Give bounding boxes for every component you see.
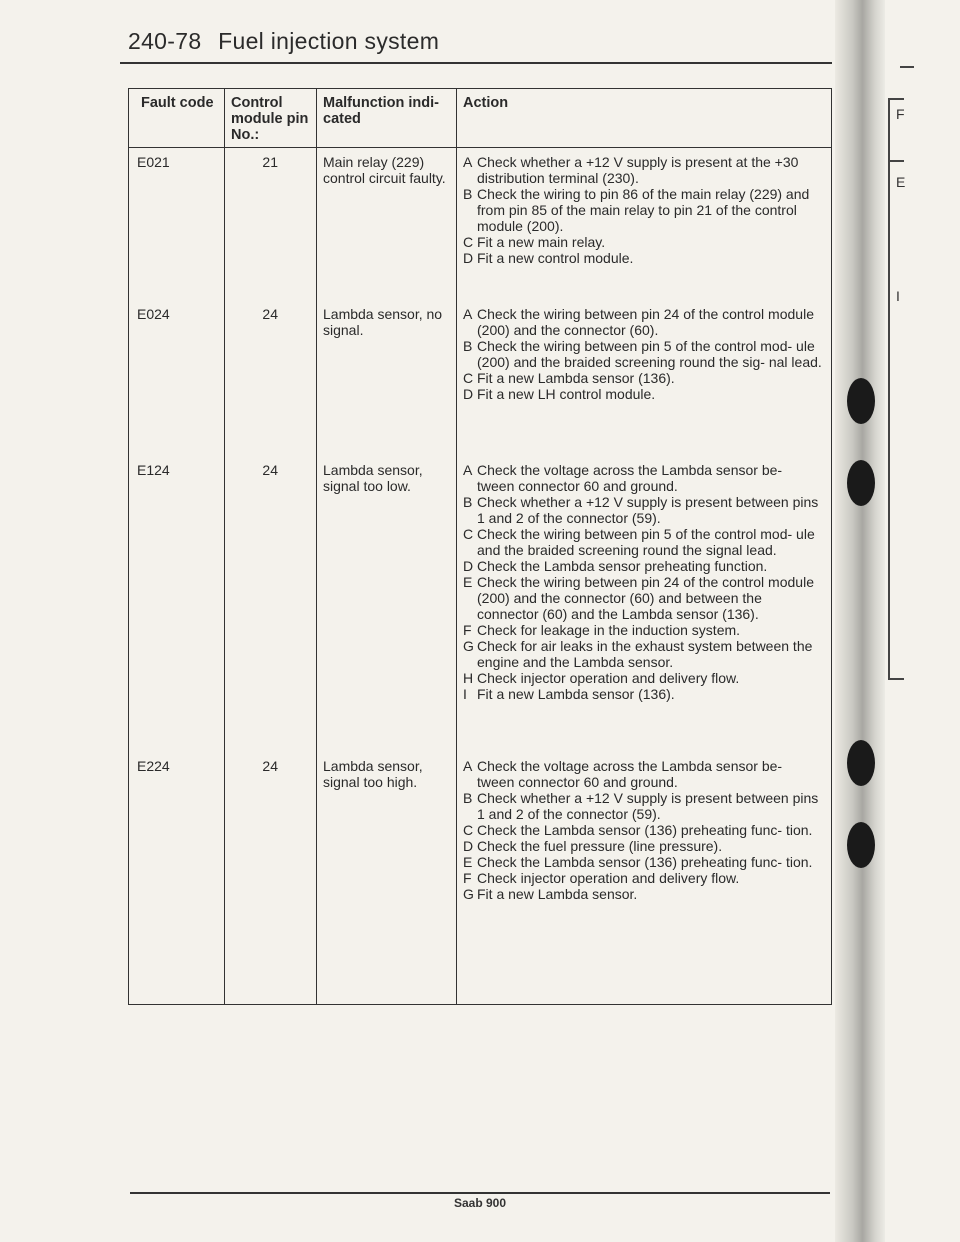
action-item: D Fit a new LH control module. xyxy=(463,386,656,402)
action-item: D Check the Lambda sensor preheating function. xyxy=(463,558,768,574)
action-item: I Fit a new Lambda sensor (136). xyxy=(463,686,675,702)
footer-text: Saab 900 xyxy=(453,1196,507,1210)
header-action: Action xyxy=(457,89,832,148)
fault-code-cell: E021 xyxy=(129,148,225,301)
binding-hole-icon xyxy=(847,822,875,868)
table-row xyxy=(129,456,832,752)
action-item: B Check whether a +12 V supply is present between pins 1 and 2 of the connector (59). xyxy=(463,494,819,526)
binding-hole-icon xyxy=(847,740,875,786)
side-tab-line xyxy=(888,678,904,680)
action-cell xyxy=(457,148,832,301)
action-item: C Fit a new main relay. xyxy=(463,234,606,250)
malfunction-cell: Main relay (229) control circuit faulty. xyxy=(317,148,457,301)
action-item: B Check the wiring between pin 5 of the control mod- ule (200) and the braided screening round the sig- nal lead. xyxy=(463,338,822,370)
action-item: C Check the Lambda sensor (136) preheating func- tion. xyxy=(463,822,813,838)
binding-hole-icon xyxy=(847,460,875,506)
table-row xyxy=(129,300,832,456)
page-title: Fuel injection system xyxy=(218,28,440,54)
action-item: A Check the voltage across the Lambda sensor be- tween connector 60 and ground. xyxy=(463,462,783,494)
header-malfunction: Malfunction indi- cated xyxy=(317,89,457,148)
header-fault-code: Fault code xyxy=(129,89,225,148)
action-cell xyxy=(457,752,832,1005)
action-item: C Fit a new Lambda sensor (136). xyxy=(463,370,675,386)
side-tab-mark: F xyxy=(896,106,905,122)
pin-cell: 24 xyxy=(225,300,317,456)
action-item: C Check the wiring between pin 5 of the control mod- ule and the braided screening round the signal lead. xyxy=(463,526,815,558)
action-item: G Fit a new Lambda sensor. xyxy=(463,886,638,902)
action-cell xyxy=(457,300,832,456)
action-item: H Check injector operation and delivery flow. xyxy=(463,670,740,686)
pin-cell: 24 xyxy=(225,752,317,1005)
action-item: A Check the wiring between pin 24 of the control module (200) and the connector (60). xyxy=(463,306,814,338)
side-tab-line xyxy=(900,66,914,68)
binding-hole-icon xyxy=(847,378,875,424)
malfunction-cell: Lambda sensor, signal too high. xyxy=(317,752,457,1005)
action-item: B Check the wiring to pin 86 of the main relay (229) and from pin 85 of the main relay to pin 21 of the control module (200). xyxy=(463,186,810,234)
footer-rule xyxy=(130,1192,830,1194)
binding-strip xyxy=(835,0,885,1242)
page-number: 240-78 xyxy=(128,28,202,54)
action-item: D Check the fuel pressure (line pressure). xyxy=(463,838,723,854)
side-tab-line xyxy=(888,160,904,162)
action-item: A Check the voltage across the Lambda sensor be- tween connector 60 and ground. xyxy=(463,758,783,790)
action-cell xyxy=(457,456,832,752)
table-row xyxy=(129,752,832,1005)
header-control-module-pin: Control module pin No.: xyxy=(225,89,317,148)
pin-cell: 24 xyxy=(225,456,317,752)
side-tab-mark: I xyxy=(896,288,900,304)
side-tab-line xyxy=(888,98,890,678)
side-tab-line xyxy=(888,98,904,100)
fault-code-cell: E224 xyxy=(129,752,225,1005)
action-item: E Check the wiring between pin 24 of the control module (200) and the connector (60) and between the connector (60) and the Lambda sensor (136). xyxy=(463,574,814,622)
page-header xyxy=(128,28,439,55)
fault-code-table xyxy=(128,88,832,1005)
action-item: D Fit a new control module. xyxy=(463,250,634,266)
action-item: B Check whether a +12 V supply is present between pins 1 and 2 of the connector (59). xyxy=(463,790,819,822)
malfunction-cell: Lambda sensor, signal too low. xyxy=(317,456,457,752)
action-item: F Check for leakage in the induction system. xyxy=(463,622,741,638)
pin-cell: 21 xyxy=(225,148,317,301)
action-item: F Check injector operation and delivery flow. xyxy=(463,870,740,886)
table-header-row xyxy=(129,89,832,148)
side-tab-mark: E xyxy=(896,174,906,190)
action-item: A Check whether a +12 V supply is present at the +30 distribution terminal (230). xyxy=(463,154,799,186)
fault-code-cell: E024 xyxy=(129,300,225,456)
malfunction-cell: Lambda sensor, no signal. xyxy=(317,300,457,456)
action-item: E Check the Lambda sensor (136) preheating func- tion. xyxy=(463,854,813,870)
fault-code-cell: E124 xyxy=(129,456,225,752)
header-rule xyxy=(120,62,832,64)
table-row xyxy=(129,148,832,301)
action-item: G Check for air leaks in the exhaust system between the engine and the Lambda sensor. xyxy=(463,638,813,670)
